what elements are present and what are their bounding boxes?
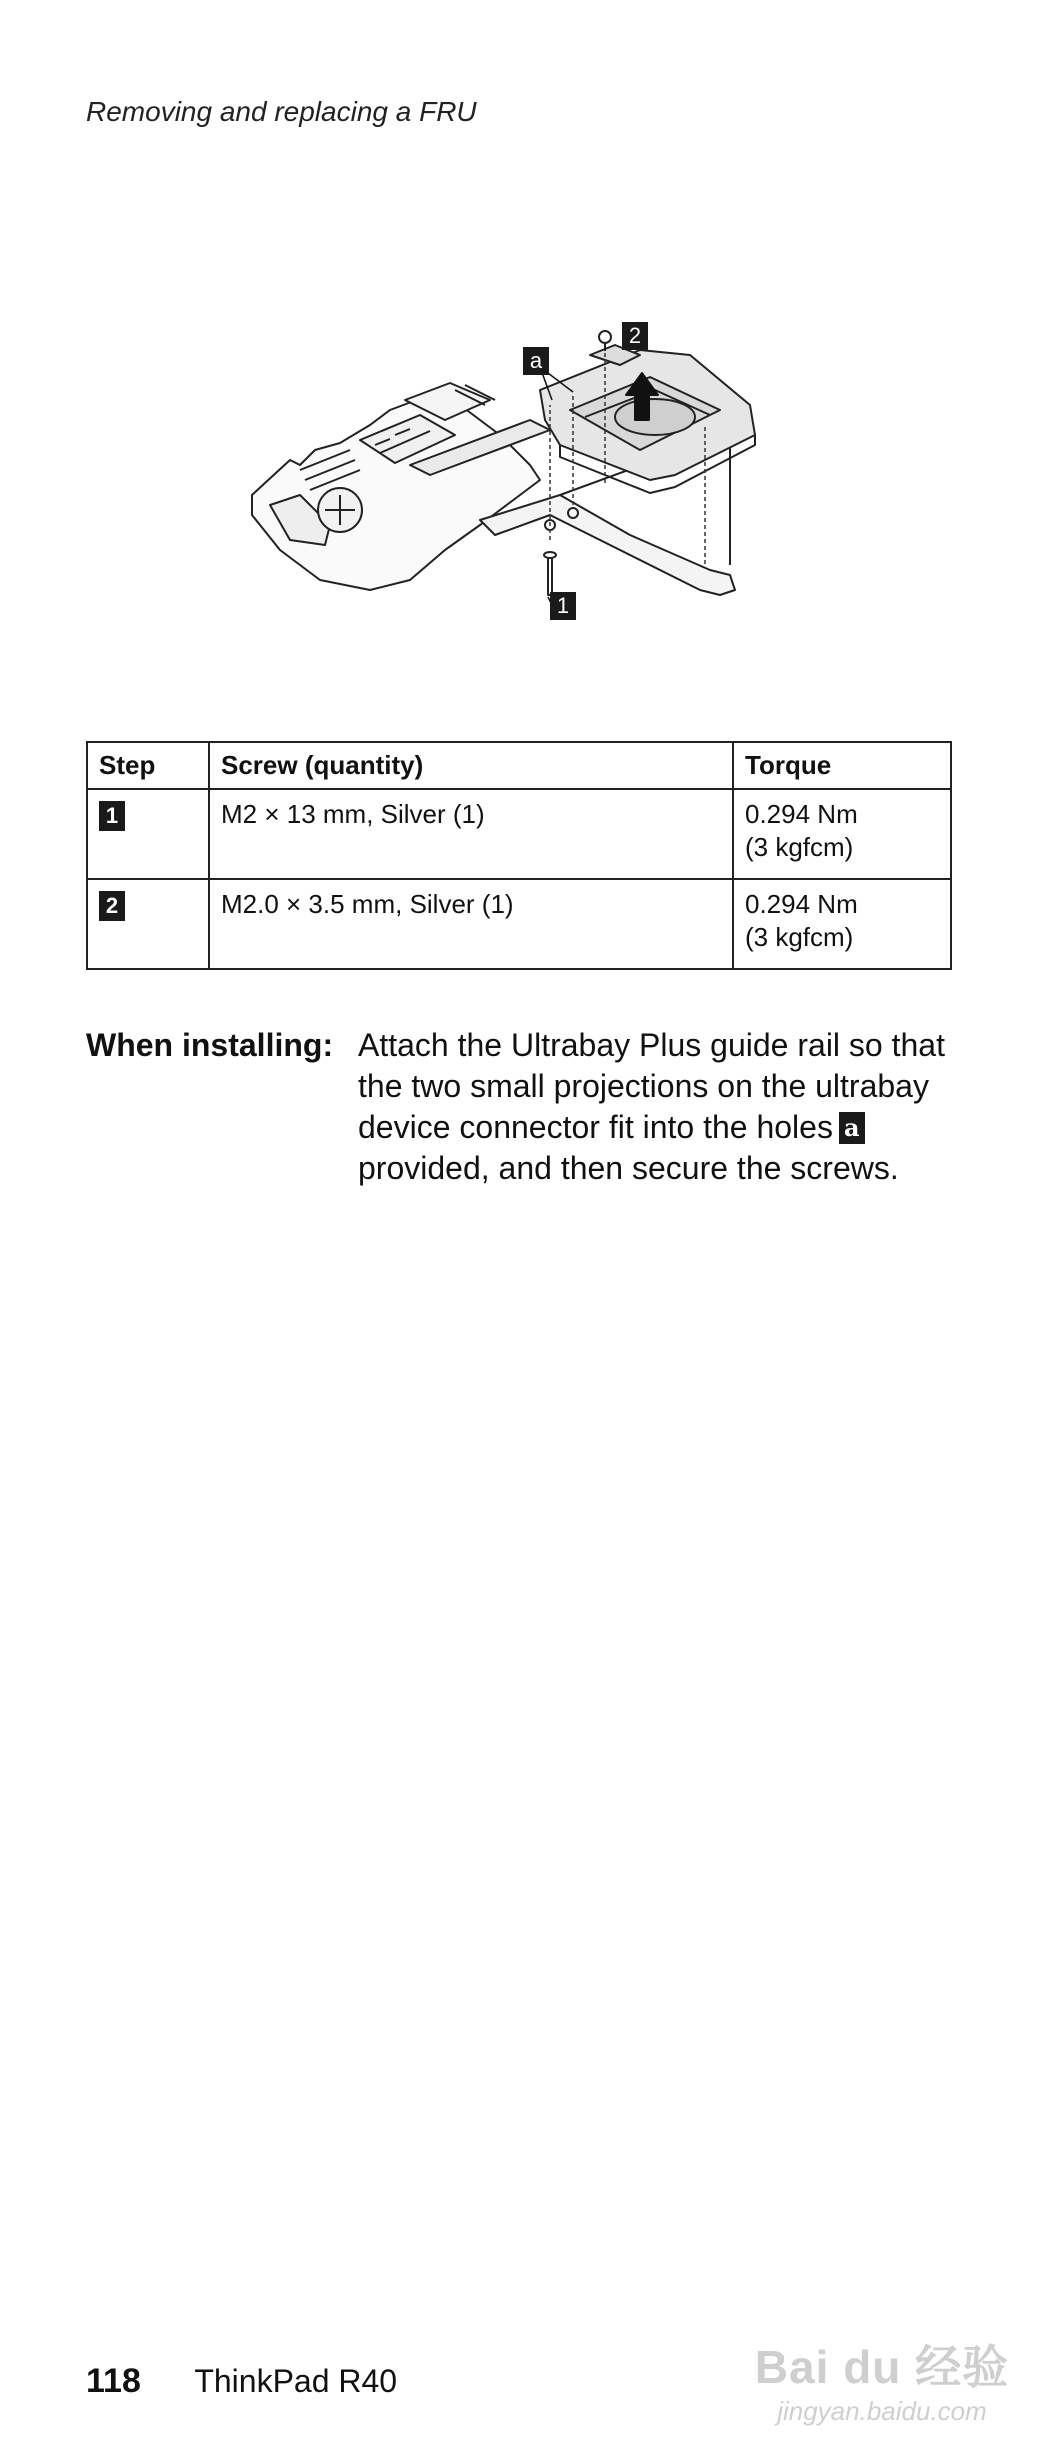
torque-cell: [733, 879, 951, 969]
step-cell: [87, 789, 209, 879]
running-header: Removing and replacing a FRU: [86, 96, 477, 127]
svg-text:2: 2: [628, 323, 642, 348]
page-footer: [86, 2362, 397, 2401]
screw-cell: M2 × 13 mm, Silver (1): [209, 789, 733, 879]
callout-1: [550, 592, 576, 620]
table-row: [87, 789, 951, 879]
header-step: Step: [87, 742, 209, 789]
exploded-view-diagram: [230, 195, 830, 685]
torque-nm: 0.294 Nm: [745, 799, 858, 829]
callout-a: [523, 347, 549, 375]
assembly-illustration: [230, 195, 830, 685]
table-row: [87, 879, 951, 969]
step-cell: [87, 879, 209, 969]
torque-nm: 0.294 Nm: [745, 889, 858, 919]
header-screw: Screw (quantity): [209, 742, 733, 789]
footer-title: ThinkPad R40: [194, 2363, 398, 2399]
installation-note-label: When installing:: [86, 1027, 334, 1063]
watermark-brand: Bai du 经验: [754, 2341, 1010, 2393]
callout-a-inline: a: [839, 1112, 865, 1144]
header-torque: Torque: [733, 742, 951, 789]
screw-torque-table: [86, 741, 952, 970]
svg-text:1: 1: [556, 593, 570, 618]
svg-text:a: a: [529, 348, 543, 373]
torque-kgf: (3 kgfcm): [745, 922, 854, 952]
torque-cell: [733, 789, 951, 879]
table-header-row: [87, 742, 951, 789]
watermark-url: jingyan.baidu.com: [777, 2396, 987, 2426]
callout-2: [622, 322, 648, 350]
step-badge: 1: [99, 801, 125, 831]
guide-rail: [480, 495, 735, 595]
torque-kgf: (3 kgfcm): [745, 832, 854, 862]
step-badge: 2: [99, 891, 125, 921]
installation-note-text: Attach the Ultrabay Plus guide rail so that the two small projections on the ultrabay device connector fit into the holes aprovided, and then secure the screws.: [358, 1027, 945, 1186]
long-screw: [548, 557, 552, 595]
watermark: [752, 2340, 1012, 2450]
page-number: 118: [86, 2362, 141, 2400]
screw-cell: M2.0 × 3.5 mm, Silver (1): [209, 879, 733, 969]
